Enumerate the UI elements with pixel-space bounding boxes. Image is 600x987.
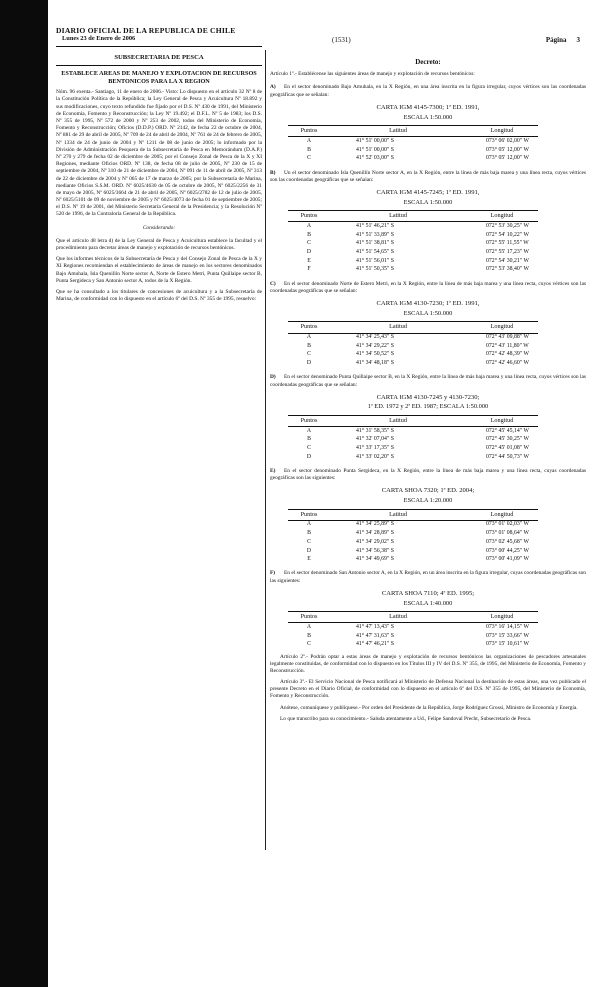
chart-reference: CARTA SHOA 7110; 4ª ED. 1995; — [381, 589, 475, 597]
table-row — [288, 360, 538, 369]
coordinates-table — [288, 125, 538, 163]
point-label: E — [307, 556, 311, 563]
longitude-cell: 072° 53' 38,40" W — [486, 266, 529, 273]
point-label: A — [306, 623, 312, 630]
point-label: D — [306, 547, 312, 554]
chart-scale: ESCALA 1:20.000 — [403, 497, 453, 505]
latitude-cell: 41° 51' 50,35" S — [356, 266, 394, 273]
sector-letter: C) — [270, 280, 276, 287]
column-header: Longitud — [466, 509, 538, 520]
column-header: Puntos — [288, 211, 330, 222]
longitude-cell: 073° 06' 02,00" W — [486, 137, 529, 144]
point-label: B — [307, 146, 311, 153]
column-header: Latitud — [330, 211, 466, 222]
table-header-row — [288, 322, 538, 333]
latitude-cell: 41° 34' 48,18" S — [356, 360, 394, 367]
column-header: Puntos — [288, 612, 330, 623]
chart-reference: CARTA IGM 4130-7230; 1ª ED. 1991, — [376, 300, 480, 307]
point-label: A — [306, 137, 312, 144]
longitude-cell: 072° 43' 09,88" W — [486, 334, 529, 341]
point-label: B — [307, 436, 311, 443]
coordinates-table — [288, 509, 538, 565]
column-header: Latitud — [330, 126, 466, 137]
sector-block — [270, 170, 586, 275]
articles-block — [270, 654, 586, 724]
table-header-row — [288, 211, 538, 222]
latitude-cell: 41° 51' 00,00" S — [356, 146, 394, 153]
point-label: C — [307, 538, 311, 545]
sector-letter: A) — [270, 84, 276, 91]
column-header: Longitud — [466, 612, 538, 623]
latitude-cell: 41° 51' 38,81" S — [356, 240, 394, 247]
sector-block — [270, 281, 586, 369]
table-row — [288, 547, 538, 556]
latitude-cell: 41° 34' 25,43" S — [356, 334, 394, 341]
table-row — [288, 632, 538, 641]
longitude-cell: 072° 55' 17,23" W — [486, 249, 529, 256]
latitude-cell: 41° 34' 56,38" S — [356, 547, 394, 554]
gazette-title: DIARIO OFICIAL DE LA REPUBLICA DE CHILE — [56, 26, 236, 35]
considerando-heading: Considerando: — [142, 224, 176, 231]
latitude-cell: 41° 47' 31,63" S — [356, 632, 394, 639]
table-header-row — [288, 612, 538, 623]
column-header: Longitud — [466, 126, 538, 137]
table-row — [288, 333, 538, 342]
latitude-cell: 41° 51' 00,00" S — [356, 137, 394, 144]
sector-letter: F) — [270, 570, 276, 577]
transcription-paragraph: Lo que transcribo para su conocimiento.- Saluda atentamente a Ud., Felipe Sandoval Precht, Subsecretario de Pesca. — [280, 715, 532, 722]
column-header: Longitud — [466, 416, 538, 427]
longitude-cell: 072° 43' 11,80" W — [486, 342, 529, 349]
longitude-cell: 073° 01' 08,64" W — [486, 530, 529, 537]
point-label: D — [306, 453, 312, 460]
table-row — [288, 427, 538, 436]
longitude-cell: 072° 54' 10,22" W — [486, 231, 529, 238]
point-label: D — [306, 249, 312, 256]
latitude-cell: 41° 34' 28,89" S — [356, 530, 394, 537]
sector-text: En el sector denominado Bajo Amuhala, en la X Región, en una área inscrita en la figura irregular, cuyos vértices son las coordenadas geográficas que se señalan: — [270, 84, 586, 98]
latitude-cell: 41° 47' 46,21" S — [356, 641, 394, 648]
page-number — [536, 36, 580, 45]
table-header-row — [288, 126, 538, 137]
sector-block — [270, 84, 586, 163]
point-label: C — [307, 351, 311, 358]
longitude-cell: 073° 01' 02,03" W — [486, 521, 529, 528]
column-header: Longitud — [466, 322, 538, 333]
chart-scale: ESCALA 1:50.000 — [403, 113, 453, 121]
column-divider — [265, 50, 266, 850]
point-label: B — [307, 530, 311, 537]
considerando-paragraph-3: Que se ha consultado a los titulares de concesiones de acuicultura y a la Subsecretaría de Marina, de conformidad con lo dispuesto en el artículo 6º del D.S. Nº 355 de 1995, resuelvo: — [56, 288, 262, 303]
table-row — [288, 530, 538, 539]
left-column — [56, 54, 262, 307]
visto-paragraph: Núm. 96 exenta.- Santiago, 11 de enero de 2006.- Visto: Lo dispuesto en el artículo 32 Nº 8 de la Constitución Política de la República; la Ley General de Pesca y Acuicultura Nº 18.892 y sus modificaciones, cuyo texto refundido fue fijado por el D.S. Nº 430 de 1991, del Ministerio de Economía, Fomento y Reconstrucción; la Ley Nº 19.492; el D.F.L. Nº 5 de 1983; los D.S. Nº 355 de 1995, Nº 572 de 2000 y Nº 253 de 2002, todos del Ministerio de Economía, Fomento y Reconstrucción; Oficios (D.D.P.) ORD. Nº 2142, de fecha 22 de octubre de 2004, Nº 881 de 29 de abril de 2005, Nº 709 de 24 de abril de 2004, Nº 761 de 24 de febrero de 2005, Nº 1334 de 24 de junio de 2004 y Nº 1211 de 08 de junio de 2005; lo informado por la División de Administración Pesquera de la Subsecretaría de Pesca en Memorándum (D.A.P.) Nº 270 y 279 de fecha 02 de diciembre de 2005; por el Consejo Zonal de Pesca de la X y XI Regiones, mediante Oficios ORD. Nº 138, de fecha 08 de julio de 2005, Nº 230 de 15 de septiembre de 2004, Nº 310 de 21 de diciembre de 2004, Nº 091 de 11 de abril de 2005, Nº 313 de 22 de diciembre de 2004 y Nº 065 de 17 de marzo de 2005; por la Subsecretaría de Marina, mediante Oficios S.S.M. ORD. Nº 6025/4630 de 05 de octubre de 2005, Nº 6025/2256 de 31 de mayo de 2005, Nº 6025/3664 de 21 de abril de 2005, Nº 6025/2782 de 12 de julio de 2005, Nº 6025/5101 de 09 de noviembre de 2005 y Nº 6025/4073 de fecha 01 de septiembre de 2005; el D.S. Nº 19 de 2001, del Ministerio Secretaría General de la Presidencia; y la Resolución Nº 520 de 1996, de la Contraloría General de la República. — [56, 89, 262, 218]
column-header: Puntos — [288, 416, 330, 427]
article-2: Artículo 2º.- Podrán optar a estas áreas de manejo y explotación de recursos bentónicos las organizaciones de pescadores artesanales legalmente constituidas, de conformidad con lo dispuesto en los Títulos III y IV del D.S. Nº 355, de 1995, del Ministerio de Economía, Fomento y Reconstrucción. — [270, 653, 586, 674]
table-row — [288, 556, 538, 565]
longitude-cell: 073° 05' 12,00" W — [486, 146, 529, 153]
table-row — [288, 538, 538, 547]
latitude-cell: 41° 34' 29,02" S — [356, 538, 394, 545]
table-header-row — [288, 416, 538, 427]
longitude-cell: 072° 44' 50,73" W — [486, 453, 529, 460]
scan-edge — [0, 0, 48, 987]
coordinates-table — [288, 415, 538, 462]
article-3: Artículo 3º.- El Servicio Nacional de Pesca notificará al Ministerio de Defensa Nacional la destinación de estas áreas, una vez publicado el presente Decreto en el Diario Oficial, de conformidad con lo dispuesto en el artículo 6º del D.S. Nº 355 de 1995, del Ministerio de Economía, Fomento y Reconstrucción. — [270, 679, 586, 700]
point-label: E — [307, 257, 311, 264]
column-header: Puntos — [288, 126, 330, 137]
sector-letter: B) — [270, 169, 276, 176]
table-row — [288, 240, 538, 249]
column-header: Latitud — [330, 612, 466, 623]
considerando-paragraph-2: Que los informes técnicos de la Subsecretaría de Pesca y del Consejo Zonal de Pesca de la X y XI Regiones recomiendan el establecimiento de áreas de manejo en los sectores denominados Bajo Amuhala, Isla Quenillín Norte sector A, Norte de Estero Metri, Punta Quillaipe sector B, Punta Sergideca y San Antonio sector A, todos de la X Región. — [56, 256, 262, 284]
longitude-cell: 073° 16' 14,15" W — [486, 623, 529, 630]
table-row — [288, 436, 538, 445]
sector-text: En el sector denominado Punta Sergideca, en la X Región, entre la línea de más baja marea y una línea recta, cuyas coordenadas geográficas son las siguientes: — [270, 468, 586, 482]
longitude-cell: 073° 02' 45,68" W — [486, 538, 529, 545]
longitude-cell: 073° 15' 10,61" W — [486, 641, 529, 648]
latitude-cell: 41° 47' 13,43" S — [356, 623, 394, 630]
header-rule — [56, 46, 262, 47]
column-header: Latitud — [330, 509, 466, 520]
latitude-cell: 41° 34' 49,69" S — [356, 556, 394, 563]
column-header: Puntos — [288, 322, 330, 333]
table-row — [288, 342, 538, 351]
column-header: Latitud — [330, 322, 466, 333]
table-row — [288, 351, 538, 360]
table-row — [288, 445, 538, 454]
latitude-cell: 41° 32' 07,04" S — [356, 436, 394, 443]
section-heading: SUBSECRETARIA DE PESCA — [56, 54, 262, 66]
latitude-cell: 41° 34' 25,89" S — [356, 521, 394, 528]
sector-description — [270, 170, 586, 184]
chart-reference: CARTA IGM 4145-7300; 1ª ED. 1991, — [376, 103, 480, 111]
column-header: Longitud — [466, 211, 538, 222]
issue-number: (1531) — [332, 36, 351, 44]
table-row — [288, 257, 538, 266]
latitude-cell: 41° 51' 33,89" S — [356, 231, 394, 238]
latitude-cell: 41° 33' 17,35" S — [356, 445, 394, 452]
longitude-cell: 072° 54' 30,21" W — [486, 257, 529, 264]
coordinates-table — [288, 321, 538, 368]
right-column — [270, 54, 586, 727]
page-header — [56, 26, 586, 50]
point-label: B — [307, 632, 311, 639]
decreto-heading: Decreto: — [415, 58, 441, 66]
coordinates-table — [288, 611, 538, 649]
sector-description — [270, 468, 586, 482]
point-label: C — [307, 240, 311, 247]
table-row — [288, 249, 538, 258]
resolution-title: ESTABLECE AREAS DE MANEJO Y EXPLOTACION DE RECURSOS BENTONICOS PARA LA X REGION — [61, 69, 257, 85]
table-row — [288, 266, 538, 275]
latitude-cell: 41° 51' 56,01" S — [356, 257, 394, 264]
sector-description — [270, 84, 586, 98]
longitude-cell: 072° 42' 48,39" W — [486, 351, 529, 358]
sector-description — [270, 374, 586, 388]
point-label: F — [307, 266, 311, 273]
column-header: Latitud — [330, 416, 466, 427]
latitude-cell: 41° 51' 54,65" S — [356, 249, 394, 256]
latitude-cell: 41° 52' 03,00" S — [356, 155, 394, 162]
sector-list — [270, 84, 586, 649]
chart-reference: CARTA SHOA 7320; 1ª ED. 2004; — [381, 487, 475, 495]
sector-description — [270, 570, 586, 584]
chart-scale: ESCALA 1:50.000 — [403, 309, 453, 317]
table-row — [288, 641, 538, 650]
table-row — [288, 222, 538, 231]
point-label: A — [306, 334, 312, 341]
issue-date: Lunes 23 de Enero de 2006 — [62, 35, 136, 42]
longitude-cell: 072° 42' 46,60" W — [486, 360, 529, 367]
latitude-cell: 41° 34' 29,22" S — [356, 342, 394, 349]
table-row — [288, 623, 538, 632]
chart-scale: ESCALA 1:40.000 — [403, 599, 453, 607]
page-label: Página — [545, 36, 567, 44]
longitude-cell: 072° 45' 30,25" W — [486, 436, 529, 443]
longitude-cell: 073° 15' 33,66" W — [486, 632, 529, 639]
longitude-cell: 072° 45' 01,08" W — [486, 445, 529, 452]
sector-description — [270, 281, 586, 295]
sector-text: En el sector denominado San Antonio sector A, en la X Región, en un área inscrita en la figura irregular, cuyas coordenadas geográficas son las siguientes: — [270, 570, 586, 584]
column-header: Puntos — [288, 509, 330, 520]
table-row — [288, 137, 538, 146]
sector-block — [270, 374, 586, 462]
article-1: Artículo 1º.- Establécense las siguientes áreas de manejo y explotación de recursos bentónicos: — [270, 71, 475, 78]
signature-paragraph: Anótese, comuníquese y publíquese.- Por orden del Presidente de la República, Jorge Rodríguez Grossi, Ministro de Economía y Energía. — [280, 704, 578, 711]
latitude-cell: 41° 33' 02,20" S — [356, 453, 394, 460]
table-row — [288, 146, 538, 155]
longitude-cell: 072° 55' 11,55" W — [486, 240, 529, 247]
point-label: B — [307, 231, 311, 238]
latitude-cell: 41° 31' 58,35" S — [356, 427, 394, 434]
sector-text: Un el sector denominado Isla Quenillín Norte sector A, en la X Región, entre la línea de más baja marea y una línea recta, cuyos vértices son las coordenadas geográficas que se señalan: — [270, 169, 586, 183]
chart-scale: ESCALA 1:50.000 — [403, 198, 453, 206]
sector-text: En el sector denominado Punta Quillaipe sector B, en la X Región, entre la línea de más baja marea y una línea recta, cuyos vértices son las coordenadas geográficas que se señalan: — [270, 374, 586, 388]
sector-block — [270, 468, 586, 564]
coordinates-table — [288, 210, 538, 274]
gazette-page — [56, 26, 586, 722]
considerando-paragraph-1: Que el artículo 48 letra d) de la Ley General de Pesca y Acuicultura establece la facultad y el procedimiento para decretar áreas de manejo y explotación de recursos bentónicos. — [56, 237, 262, 252]
longitude-cell: 072° 53' 30,25" W — [486, 222, 529, 229]
point-label: B — [307, 342, 311, 349]
chart-reference: CARTA IGM 4145-7245; 1ª ED. 1991, — [376, 188, 480, 196]
point-label: D — [306, 360, 312, 367]
longitude-cell: 072° 45' 45,14" W — [486, 427, 529, 434]
point-label: A — [306, 222, 312, 229]
table-row — [288, 453, 538, 462]
longitude-cell: 073° 05' 12,00" W — [486, 155, 529, 162]
sector-letter: E) — [270, 468, 276, 475]
longitude-cell: 073° 00' 44,25" W — [486, 547, 529, 554]
latitude-cell: 41° 51' 46,21" S — [356, 222, 394, 229]
chart-reference: CARTA IGM 4130-7245 y 4130-7230; — [376, 393, 480, 401]
point-label: C — [307, 155, 311, 162]
chart-scale: 1ª ED. 1972 y 2ª ED. 1987; ESCALA 1:50.000 — [367, 403, 489, 411]
sector-letter: D) — [270, 374, 276, 381]
table-row — [288, 155, 538, 164]
table-header-row — [288, 509, 538, 520]
table-row — [288, 520, 538, 529]
point-label: C — [307, 641, 311, 648]
page-value: 3 — [576, 36, 580, 44]
sector-text: En el sector denominado Norte de Estero Metri, en la X Región, entre la línea de más baja marea y una línea recta, cuyos vértices son las coordenadas geográficas que se señalan: — [270, 280, 586, 294]
sector-block — [270, 570, 586, 649]
point-label: C — [307, 445, 311, 452]
table-row — [288, 231, 538, 240]
latitude-cell: 41° 34' 50,52" S — [356, 351, 394, 358]
longitude-cell: 073° 00' 41,09" W — [486, 556, 529, 563]
point-label: A — [306, 521, 312, 528]
point-label: A — [306, 427, 312, 434]
